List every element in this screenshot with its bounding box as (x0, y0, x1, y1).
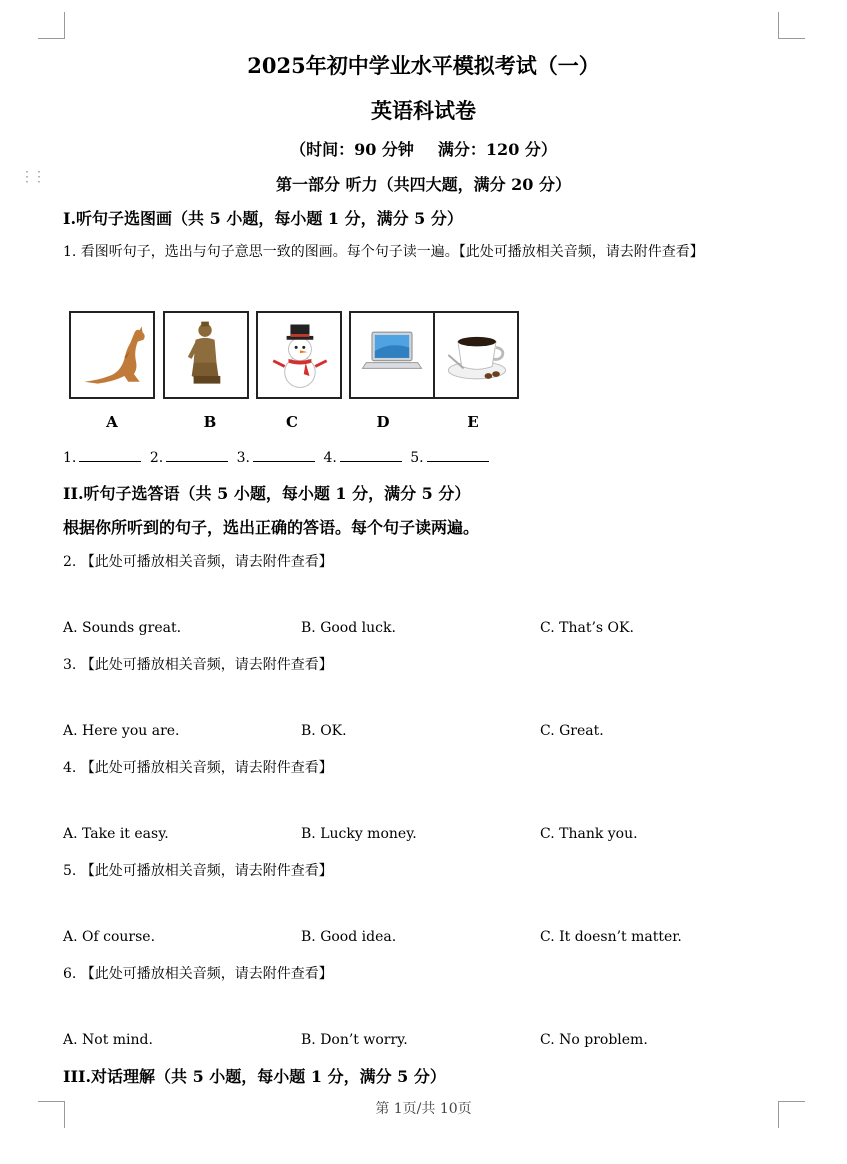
drag-handle-icon[interactable]: ⋮⋮ (20, 169, 44, 185)
section2-instruction: 根据你所听到的句子，选出正确的答语。每个句子读两遍。 (63, 518, 480, 537)
option-c[interactable]: C. Great. (540, 723, 604, 739)
picture-letter-b: B (203, 413, 217, 431)
laptop-icon (351, 313, 433, 397)
picture-c (256, 311, 342, 399)
answer-blanks (63, 449, 493, 466)
picture-letter-c: C (286, 413, 298, 431)
question-5: 5. 【此处可播放相关音频，请去附件查看】 (63, 863, 333, 879)
option-c[interactable]: C. It doesn’t matter. (540, 929, 682, 945)
picture-a (69, 311, 155, 399)
picture-b (163, 311, 249, 399)
terracotta-warrior-icon (165, 313, 247, 397)
option-a[interactable]: A. Take it easy. (63, 826, 169, 842)
section1-instruction: 1. 看图听句子，选出与句子意思一致的图画。每个句子读一遍。【此处可播放相关音频，请去附件查看】 (63, 244, 704, 260)
exam-title: 2025年初中学业水平模拟考试（一） (247, 53, 600, 78)
picture-letter-d: D (376, 413, 390, 431)
blank-label: 1. (63, 450, 77, 466)
option-b[interactable]: B. Good idea. (301, 929, 397, 945)
blank-label: 3. (236, 450, 250, 466)
crop-mark-top-left (38, 12, 65, 39)
picture-letter-a: A (106, 413, 118, 431)
coffee-cup-icon (435, 313, 517, 397)
option-b[interactable]: B. Lucky money. (301, 826, 417, 842)
picture-letter-e: E (467, 413, 479, 431)
answer-blank-3[interactable] (253, 449, 315, 462)
score-label: 满分：120 分） (437, 140, 557, 159)
question-2: 2. 【此处可播放相关音频，请去附件查看】 (63, 554, 333, 570)
crop-mark-top-right (778, 12, 805, 39)
option-c[interactable]: C. No problem. (540, 1032, 648, 1048)
option-c[interactable]: C. That’s OK. (540, 620, 634, 636)
option-a[interactable]: A. Here you are. (63, 723, 180, 739)
answer-blank-4[interactable] (340, 449, 402, 462)
time-label: （时间：90 分钟 (290, 140, 414, 159)
section1-title: I.听句子选图画（共 5 小题，每小题 1 分，满分 5 分） (63, 209, 463, 228)
picture-e (433, 311, 519, 399)
section2-title: II.听句子选答语（共 5 小题，每小题 1 分，满分 5 分） (63, 484, 471, 503)
answer-blank-2[interactable] (166, 449, 228, 462)
option-c[interactable]: C. Thank you. (540, 826, 638, 842)
question-3: 3. 【此处可播放相关音频，请去附件查看】 (63, 657, 333, 673)
option-b[interactable]: B. Don’t worry. (301, 1032, 408, 1048)
option-b[interactable]: B. OK. (301, 723, 347, 739)
exam-subtitle: 英语科试卷 (371, 98, 476, 123)
blank-label: 5. (410, 450, 424, 466)
picture-d (349, 311, 435, 399)
answer-blank-5[interactable] (427, 449, 489, 462)
question-6: 6. 【此处可播放相关音频，请去附件查看】 (63, 966, 333, 982)
option-a[interactable]: A. Sounds great. (63, 620, 182, 636)
snowman-icon (258, 313, 340, 397)
option-a[interactable]: A. Of course. (63, 929, 156, 945)
option-b[interactable]: B. Good luck. (301, 620, 396, 636)
blank-label: 4. (323, 450, 337, 466)
question-4: 4. 【此处可播放相关音频，请去附件查看】 (63, 760, 333, 776)
part-title: 第一部分 听力（共四大题，满分 20 分） (276, 175, 571, 194)
answer-blank-1[interactable] (79, 449, 141, 462)
blank-label: 2. (149, 450, 164, 466)
kangaroo-icon (71, 313, 153, 397)
page-number: 第 1页/共 10页 (375, 1101, 472, 1117)
exam-time-score (0, 137, 847, 160)
option-a[interactable]: A. Not mind. (63, 1032, 153, 1048)
section3-title: III.对话理解（共 5 小题，每小题 1 分，满分 5 分） (63, 1067, 446, 1086)
